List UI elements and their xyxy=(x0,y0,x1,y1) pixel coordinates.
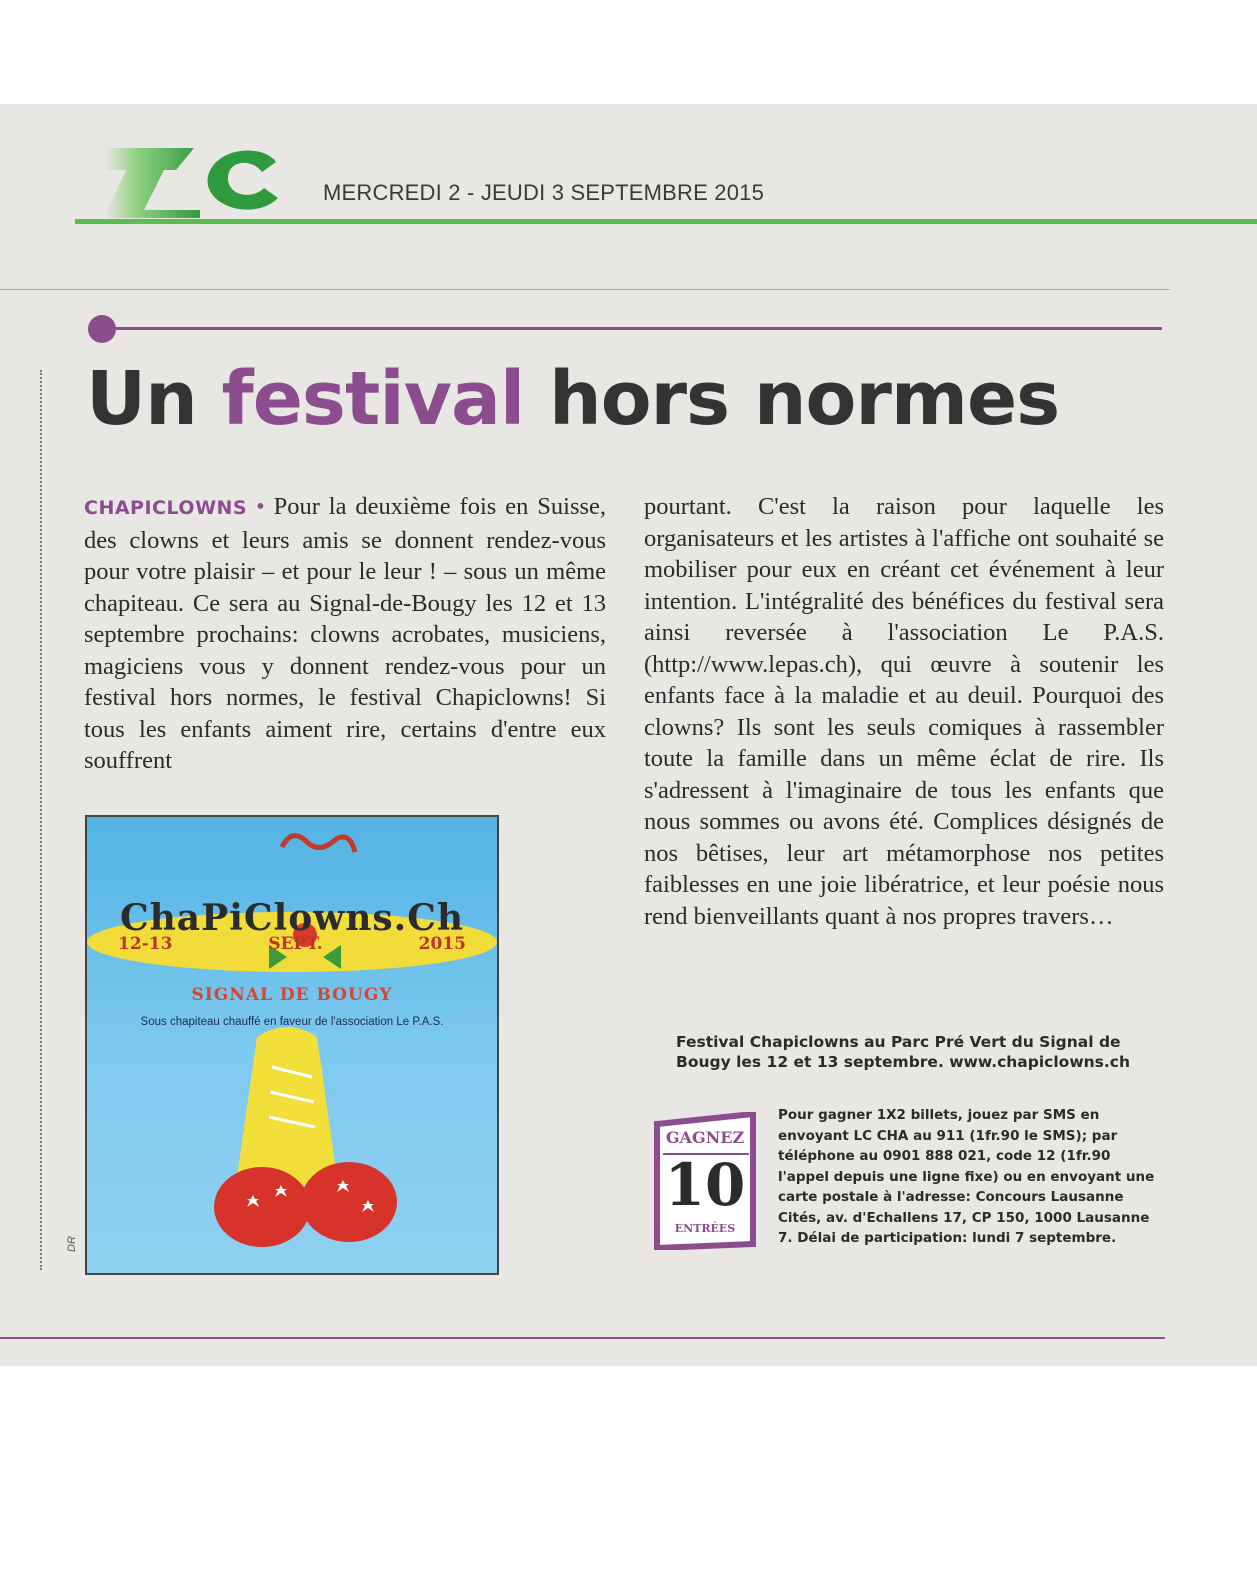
poster-title: ChaPiClowns.Ch xyxy=(119,897,465,939)
bottom-rule xyxy=(0,1337,1165,1339)
photo-credit: DR xyxy=(66,1236,78,1252)
poster-venue: SIGNAL DE BOUGY xyxy=(191,985,393,1005)
dotted-margin-line xyxy=(40,370,42,1270)
section-marker xyxy=(88,315,116,343)
contest-text: Pour gagner 1X2 billets, jouez par SMS en envoyant LC CHA au 911 (1fr.90 le SMS); par téléphone au 0901 888 021, code 12 (1fr.90 l'appel depuis une ligne fixe) ou en envoyant une carte postale à l'adresse: Concours Lausanne Cités, av. d'Echallens 17, CP 150, 1000 Lausanne 7. Délai de participation: lundi 7 septembre. xyxy=(778,1107,1155,1246)
poster-subtitle: Sous chapiteau chauffé en faveur de l'association Le P.A.S. xyxy=(140,1016,444,1028)
article-headline xyxy=(86,356,1059,442)
masthead-rule xyxy=(75,219,1257,224)
kicker-bullet: • xyxy=(256,493,265,520)
body-text-right: pourtant. C'est la raison pour laquelle les organisateurs et les artistes à l'affiche ont souhaité se mobiliser pour eux en créant cet événement à leur intention. L'intégralité des bénéfices du festival sera ainsi reversée à l'association Le P.A.S. (http://www.lepas.ch), qui œuvre à soutenir les enfants face à la maladie et au deuil. Pourquoi des clowns? Ils sont les seuls comiques à rassembler toute la famille dans un même éclat de rire. Ils s'adressent à l'imaginaire de tous les enfants que nous sommes ou avons été. Complices désignés de nos bêtises, leur art métamorphose nos petites faiblesses en une joie libératrice, et leur poésie nous rend bienveillants quant à nos propres travers… xyxy=(644,493,1164,930)
section-divider xyxy=(0,289,1170,290)
lc-logo xyxy=(104,140,280,218)
poster-dates xyxy=(87,934,497,954)
festival-poster xyxy=(85,815,499,1275)
headline-accent: festival xyxy=(221,356,525,442)
issue-date: MERCREDI 2 - JEUDI 3 SEPTEMBRE 2015 xyxy=(323,180,765,205)
headline-part-1: Un xyxy=(86,356,222,442)
body-text-left: Pour la deuxième fois en Suisse, des clowns et leurs amis se donnent rendez-vous pour votre plaisir – et pour le leur ! – sous un même chapiteau. Ce sera au Signal-de-Bougy les 12 et 13 septembre prochains: clowns acrobates, musiciens, magiciens vous y donnent rendez-vous pour un festival hors normes, le festival Chapiclowns! Si tous les enfants aiment rire, certains d'entre eux souffrent xyxy=(84,493,607,774)
contest-badge xyxy=(653,1112,757,1250)
article-column-left xyxy=(84,491,606,777)
event-info: Festival Chapiclowns au Parc Pré Vert du Signal de Bougy les 12 et 13 septembre. www.chapiclowns.ch xyxy=(676,1033,1131,1071)
badge-label-bottom: ENTRÉES xyxy=(674,1222,736,1235)
badge-label-top: GAGNEZ xyxy=(665,1128,745,1147)
poster-date-right: 2015 xyxy=(418,934,466,954)
poster-artwork xyxy=(87,817,497,1273)
headline-part-2: hors normes xyxy=(524,356,1060,442)
poster-date-left: 12-13 SEPT. xyxy=(118,934,323,954)
headline-rule xyxy=(114,327,1162,330)
article-kicker: CHAPICLOWNS xyxy=(84,497,248,519)
article-column-right xyxy=(644,491,1164,932)
badge-number: 10 xyxy=(664,1151,746,1219)
